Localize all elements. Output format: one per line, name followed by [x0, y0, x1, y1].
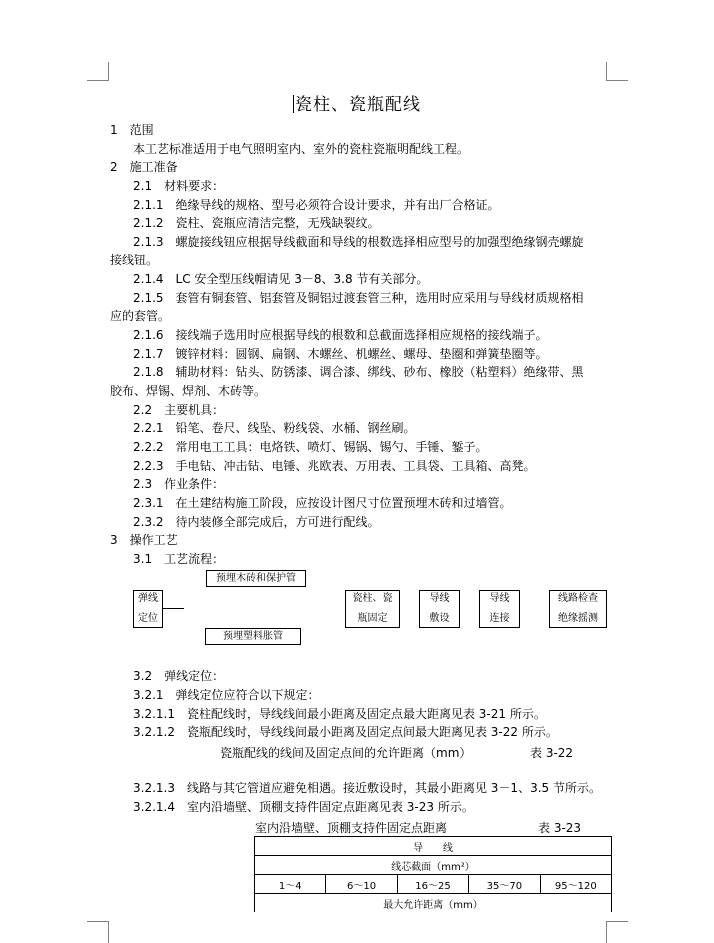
paragraph: 2.3.1 在土建结构施工阶段，应按设计图尺寸位置预埋木砖和过墙管。 [133, 496, 512, 510]
crop-mark-bottom-left-v [108, 921, 109, 943]
crop-mark-top-right-v [606, 62, 607, 81]
flow-step5-line2: 绝缘摇测 [558, 613, 598, 624]
table-row [255, 894, 612, 913]
flow-upper-branch-label: 预埋木砖和保护管 [216, 573, 296, 584]
table-header-section: 线芯截面（mm²） [255, 856, 612, 875]
paragraph: 2.3.2 待内装修全部完成后，方可进行配线。 [133, 515, 380, 529]
flow-lower-branch-label: 预埋塑料胀管 [223, 631, 283, 642]
paragraph-continuation: 应的套管。 [110, 309, 171, 323]
crop-mark-top-left-v [108, 62, 109, 81]
table-cell: 35～70 [469, 875, 540, 894]
flow-step2-line2: 瓶固定 [357, 613, 388, 624]
paragraph: 2.1.1 绝缘导线的规格、型号必须符合设计要求，并有出厂合格证。 [133, 198, 500, 212]
subsection-heading: 3.1 工艺流程： [133, 552, 225, 566]
flow-step5-line1: 线路检查 [558, 593, 598, 604]
paragraph: 2.1.8 辅助材料：钻头、防锈漆、调合漆、绑线、砂布、橡胶（粘塑料）绝缘带、黑 [133, 365, 584, 379]
flow-step-wire-laying [419, 590, 460, 628]
subsection-heading: 2.3 作业条件： [133, 477, 225, 491]
table-row [255, 875, 612, 894]
crop-mark-top-right [606, 80, 628, 81]
flow-step-porcelain-fix [345, 590, 400, 628]
paragraph: 3.2.1.1 瓷柱配线时，导线线间最小距离及固定点最大距离见表 3-21 所示。 [133, 707, 546, 721]
paragraph: 2.1.2 瓷柱、瓷瓶应清洁完整，无残缺裂纹。 [133, 216, 380, 230]
title-text: 瓷柱、瓷瓶配线 [295, 95, 421, 115]
subsection-heading: 3.2 弹线定位： [133, 669, 225, 683]
section-heading: 3 操作工艺 [110, 533, 178, 547]
crop-mark-bottom-right-v [606, 921, 607, 943]
flow-step-wire-connect [479, 590, 520, 628]
paragraph: 3.2.1.4 室内沿墙壁、顶棚支持件固定点距离见表 3-23 所示。 [133, 800, 474, 814]
table-footer-distance: 最大允许距离（mm） [255, 894, 612, 913]
flow-start-line2: 定位 [138, 613, 158, 624]
table-header-row [255, 856, 612, 875]
paragraph-continuation: 接线钮。 [110, 253, 159, 267]
flow-start-box [133, 590, 163, 628]
flow-step4-line2: 连接 [489, 613, 510, 624]
flow-upper-branch-box [206, 570, 306, 587]
table-3-22-number: 表 3-22 [530, 746, 574, 760]
subsection-heading: 2.2 主要机具： [133, 403, 225, 417]
flow-step3-line1: 导线 [429, 593, 450, 604]
document-title[interactable] [0, 90, 714, 115]
table-header-wire: 导 线 [255, 837, 612, 856]
flow-step3-line2: 敷设 [429, 613, 450, 624]
paragraph: 本工艺标准适用于电气照明室内、室外的瓷柱瓷瓶明配线工程。 [133, 142, 470, 156]
table-3-22-caption: 瓷瓶配线的线间及固定点间的允许距离（mm） [220, 746, 472, 760]
paragraph: 2.1.3 螺旋接线钮应根据导线截面和导线的根数选择相应型号的加强型绝缘钢壳螺旋 [133, 235, 584, 249]
paragraph: 2.1.6 接线端子选用时应根据导线的根数和总截面选择相应规格的接线端子。 [133, 328, 548, 342]
crop-mark-top-left [87, 80, 109, 81]
table-cell: 16～25 [397, 875, 468, 894]
paragraph: 2.2.1 铅笔、卷尺、线坠、粉线袋、水桶、钢丝刷。 [133, 421, 416, 435]
paragraph: 2.2.3 手电钻、冲击钻、电锤、兆欧表、万用表、工具袋、工具箱、高凳。 [133, 459, 536, 473]
paragraph: 3.2.1.2 瓷瓶配线时，导线线间最小距离及固定点间最大距离见表 3-22 所示。 [133, 725, 558, 739]
paragraph-continuation: 胶布、焊锡、焊剂、木砖等。 [110, 384, 267, 398]
paragraph: 2.1.4 LC 安全型压线帽请见 3－8、3.8 节有关部分。 [133, 272, 429, 286]
table-cell: 6～10 [326, 875, 397, 894]
crop-mark-bottom-right [606, 921, 628, 922]
subsection-heading: 2.1 材料要求： [133, 179, 225, 193]
table-header-row [255, 837, 612, 856]
flow-connector [163, 608, 184, 609]
table-cell: 95～120 [540, 875, 611, 894]
paragraph: 3.2.1.3 线路与其它管道应避免相遇。接近敷设时，其最小距离见 3－1、3.5 节所示。 [133, 781, 601, 795]
table-3-23-caption: 室内沿墙壁、顶棚支持件固定点距离 [255, 821, 448, 835]
paragraph: 2.1.5 套管有铜套管、铝套管及铜铝过渡套管三种，选用时应采用与导线材质规格相 [133, 291, 584, 305]
paragraph: 2.2.2 常用电工工具：电烙铁、喷灯、锡锅、锡勺、手锤、錾子。 [133, 440, 488, 454]
table-3-23 [254, 836, 612, 912]
table-3-23-number: 表 3-23 [538, 821, 582, 835]
flow-step-inspection [549, 590, 607, 628]
crop-mark-bottom-left [87, 921, 109, 922]
text-cursor [293, 95, 294, 113]
section-heading: 1 范围 [110, 123, 154, 137]
paragraph: 2.1.7 镀锌材料：圆钢、扁钢、木螺丝、机螺丝、螺母、垫圈和弹簧垫圈等。 [133, 347, 548, 361]
flow-step4-line1: 导线 [489, 593, 510, 604]
flow-start-line1: 弹线 [138, 593, 158, 604]
paragraph: 3.2.1 弹线定位应符合以下规定： [133, 688, 320, 702]
table-cell: 1～4 [255, 875, 326, 894]
flow-step2-line1: 瓷柱、瓷 [352, 593, 393, 604]
section-heading: 2 施工准备 [110, 160, 178, 174]
flow-lower-branch-box [205, 628, 301, 645]
